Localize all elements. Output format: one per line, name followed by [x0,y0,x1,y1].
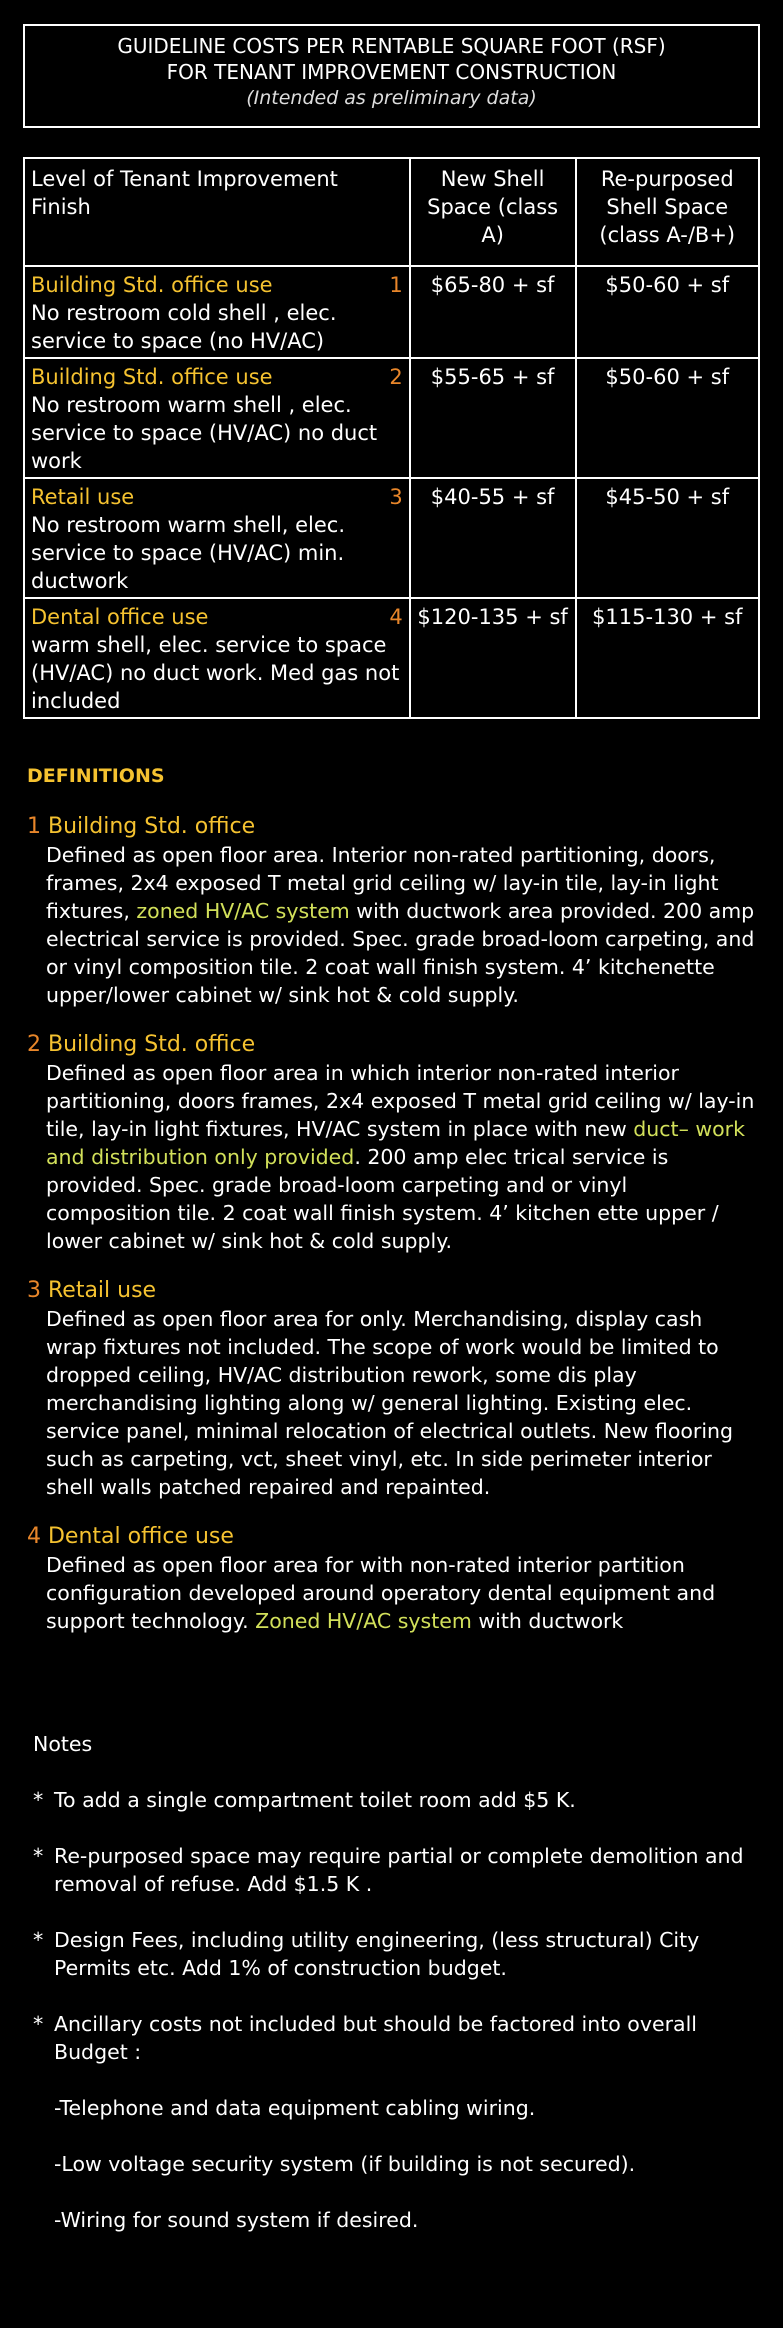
definition-item [27,1031,757,1255]
row-number: 1 [389,273,403,297]
definition-item [27,1523,757,1635]
row-new-cost: $40-55 + sf [410,478,576,598]
row-new-cost: $120-135 + sf [410,598,576,718]
row-finish-cell [24,478,410,598]
note-item: * To add a single compartment toilet room add $5 K. [33,1788,576,1812]
notes-title: Notes [33,1732,93,1756]
definition-title: Building Std. office [41,1032,256,1057]
row-new-cost: $55-65 + sf [410,358,576,478]
row-description: No restroom warm shell , elec. service to space (HV/AC) no duct work [31,393,378,473]
row-repurposed-cost: $50-60 + sf [576,266,759,358]
definition-item [27,1277,757,1501]
definition-item [27,813,757,1009]
note-item: * Ancillary costs not included but should be factored into overall Budget : [33,2010,763,2066]
header-repurposed-shell: Re-purposed Shell Space (class A-/B+) [576,158,759,266]
note-text: Ancillary costs not included but should be factored into overall Budget : [54,2012,697,2064]
definition-highlight: zoned HV/AC system [136,899,350,923]
definition-highlight: Zoned HV/AC system [255,1609,472,1633]
row-description: No restroom warm shell, elec. service to space (HV/AC) min. ductwork [31,513,346,593]
row-title-suffix: use [228,273,273,297]
row-number: 2 [389,365,403,389]
title-box [23,24,760,128]
row-title-highlight: Building Std. office [31,365,229,389]
row-repurposed-cost: $115-130 + sf [576,598,759,718]
definitions-section [27,765,757,1657]
row-finish-cell [24,598,410,718]
row-title-highlight: Retail use [31,485,135,509]
ancillary-item: -Telephone and data equipment cabling wiring. [54,2096,536,2120]
row-repurposed-cost: $45-50 + sf [576,478,759,598]
table-row [24,478,759,598]
note-item: * Design Fees, including utility engineering, (less structural) City Permits etc. Add 1% of construction budget. [33,1926,763,1982]
definition-body: Defined as open floor area. Interior non-rated partitioning, doors, frames, 2x4 exposed T metal grid ceiling w/ lay-in tile, lay-in light fixtures, zoned HV/AC system with ductwork area provided. 200 amp electrical service is provided. Spec. grade broad-loom carpeting, and or vinyl composition tile. 2 coat wall finish system. 4’ kitchenette upper/lower cabinet w/ sink hot & cold supply. [46,843,755,1007]
definition-number: 3 [27,1278,41,1303]
definition-highlight: duct– work and distribution only provided [46,1117,745,1169]
ancillary-item: -Low voltage security system (if building is not secured). [54,2152,636,2176]
note-item: * Re-purposed space may require partial or complete demolition and removal of refuse. Add $1.5 K . [33,1842,763,1898]
definition-title: Dental office use [41,1524,234,1549]
table-row [24,358,759,478]
note-text: Re-purposed space may require partial or complete demolition and removal of refuse. Add $1.5 K . [54,1844,744,1896]
row-description: warm shell, elec. service to space (HV/AC) no duct work. Med gas not included [31,633,400,713]
table-row [24,598,759,718]
definition-title: Retail use [41,1278,157,1303]
note-text: To add a single compartment toilet room add $5 K. [54,1788,576,1812]
definition-body: Defined as open floor area for with non-rated interior partition configuration developed around operatory dental equipment and support technology. Zoned HV/AC system with ductwork [46,1553,716,1633]
row-number: 3 [389,485,403,509]
row-title-highlight: Dental office use [31,605,209,629]
title-line-2: FOR TENANT IMPROVEMENT CONSTRUCTION [166,60,617,84]
cost-table [23,157,760,719]
row-title-suffix: use [228,365,273,389]
row-finish-cell [24,266,410,358]
row-number: 4 [389,605,403,629]
notes-section [33,1730,763,2262]
row-finish-cell [24,358,410,478]
row-new-cost: $65-80 + sf [410,266,576,358]
header-new-shell: New Shell Space (class A) [410,158,576,266]
definition-title: Building Std. office [41,814,256,839]
definition-number: 1 [27,814,41,839]
definition-body: Defined as open floor area for only. Merchandising, display cash wrap fixtures not included. The scope of work would be limited to dropped ceiling, HV/AC distribution rework, some dis play merchandising lighting along w/ general lighting. Existing elec. service panel, minimal relocation of electrical outlets. New flooring such as carpeting, vct, sheet vinyl, etc. In side perimeter interior shell walls patched repaired and repainted. [46,1307,734,1499]
header-level-finish: Level of Tenant Improvement Finish [24,158,410,266]
note-text: Design Fees, including utility engineering, (less structural) City Permits etc. Add 1% of construction budget. [54,1928,700,1980]
definition-number: 2 [27,1032,41,1057]
title-subtitle: (Intended as preliminary data) [246,87,537,109]
definitions-title: DEFINITIONS [27,765,165,787]
row-description: No restroom cold shell , elec. service to space (no HV/AC) [31,301,337,353]
definition-number: 4 [27,1524,41,1549]
title-line-1: GUIDELINE COSTS PER RENTABLE SQUARE FOOT (RSF) [117,34,666,58]
table-header-row [24,158,759,266]
row-repurposed-cost: $50-60 + sf [576,358,759,478]
table-row [24,266,759,358]
row-title-highlight: Building Std. office [31,273,229,297]
definition-body: Defined as open floor area in which interior non-rated interior partitioning, doors frames, 2x4 exposed T metal grid ceiling w/ lay-in tile, lay-in light fixtures, HV/AC system in place with new duct– work and distribution only provided. 200 amp elec trical service is provided. Spec. grade broad-loom carpeting and or vinyl composition tile. 2 coat wall finish system. 4’ kitchen ette upper / lower cabinet w/ sink hot & cold supply. [46,1061,755,1253]
ancillary-item: -Wiring for sound system if desired. [54,2208,419,2232]
